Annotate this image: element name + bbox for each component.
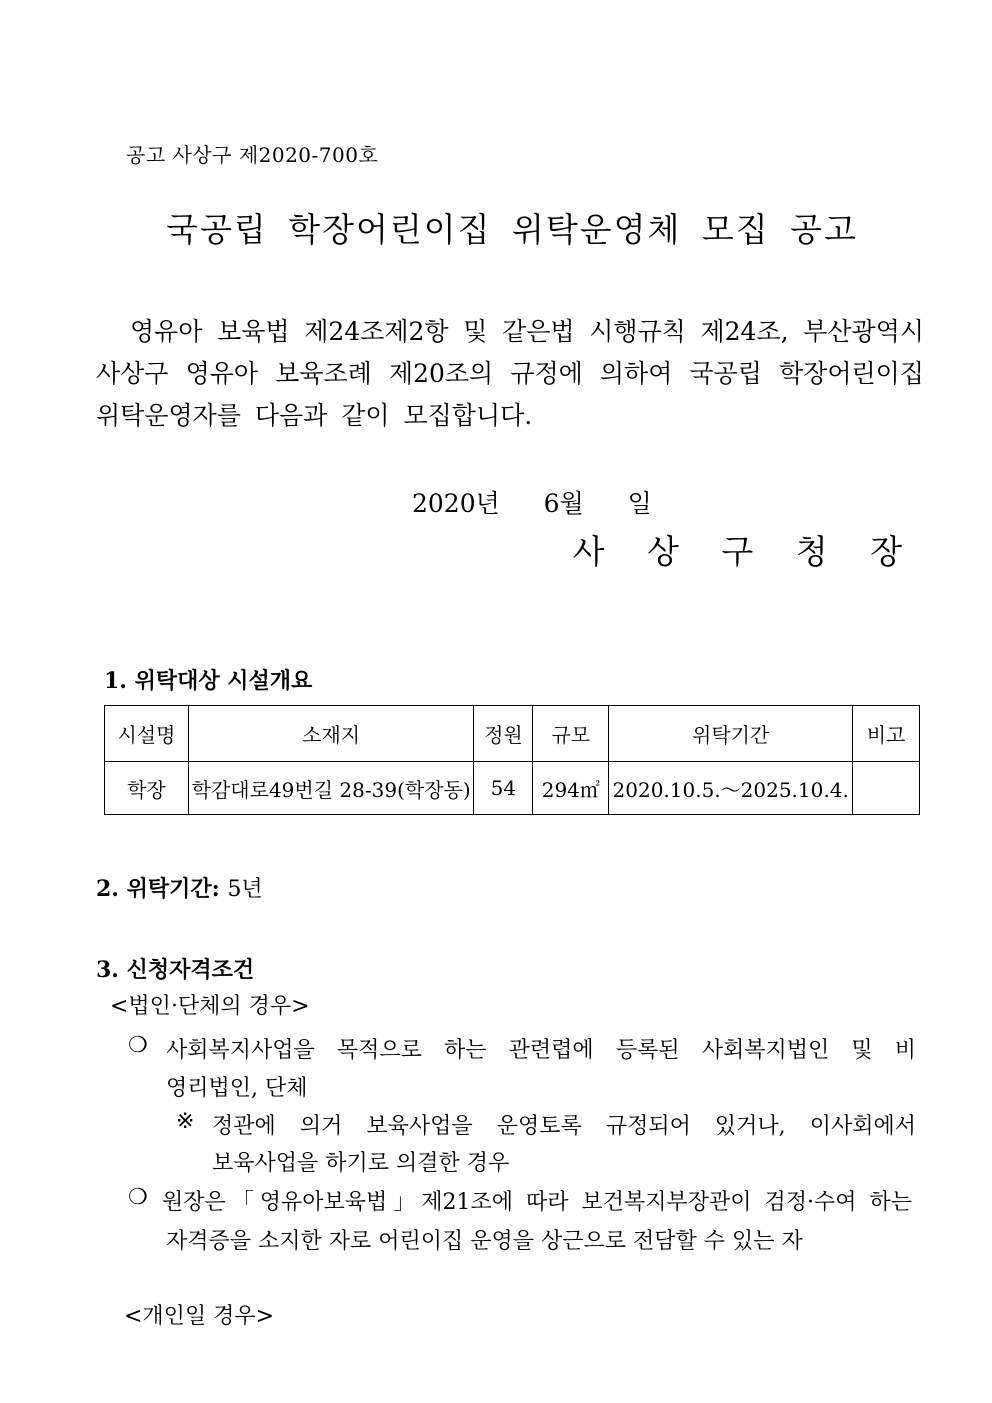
cell-remarks <box>853 762 920 815</box>
cell-facility-name: 학장 <box>105 762 189 815</box>
intro-line-3: 위탁운영자를 다음과 같이 모집합니다. <box>96 401 533 430</box>
note-item <box>128 1109 918 1189</box>
section-3-heading: 3. 신청자격조건 <box>96 957 255 983</box>
bullet-2-line-1: 원장은「영유아보육법」제21조에 따라 보건복지부장관이 검정·수여 하는 <box>162 1190 912 1215</box>
cell-capacity: 54 <box>474 762 533 815</box>
cell-location: 학감대로49번길 28-39(학장동) <box>188 762 474 815</box>
individual-label: <개인일 경우> <box>124 1304 275 1329</box>
corporate-label: <법인·단체의 경우> <box>110 994 310 1019</box>
header-period: 위탁기간 <box>609 706 853 762</box>
note-line-2: 보육사업을 하기로 의결한 경우 <box>212 1151 510 1176</box>
intro-line-1: 영유아 보육법 제24조제2항 및 같은법 시행규칙 제24조, 부산광역시 <box>130 317 924 346</box>
header-capacity: 정원 <box>474 706 533 762</box>
bullet-circle-icon: ❍ <box>128 1033 148 1058</box>
notice-number: 공고 사상구 제2020-700호 <box>126 143 379 167</box>
section-2-title: 2. 위탁기간: <box>96 876 220 902</box>
note-line-1: 정관에 의거 보육사업을 운영토록 규정되어 있거나, 이사회에서 <box>212 1114 916 1139</box>
bullet-1-line-2: 영리법인, 단체 <box>166 1076 308 1101</box>
bullet-item-2 <box>128 1185 918 1265</box>
cell-period: 2020.10.5.～2025.10.4. <box>609 762 853 815</box>
table-row <box>105 762 920 815</box>
bullet-1-line-1: 사회복지사업을 목적으로 하는 관련렵에 등록된 사회복지법인 및 비 <box>166 1038 916 1063</box>
intro-line-2: 사상구 영유아 보육조례 제20조의 규정에 의하여 국공립 학장어린이집 <box>96 359 924 388</box>
bullet-circle-icon: ❍ <box>128 1185 148 1210</box>
header-location: 소재지 <box>188 706 474 762</box>
section-1-heading: 1. 위탁대상 시설개요 <box>104 668 313 694</box>
section-2-heading <box>96 872 263 903</box>
notice-date: 2020년 6월 일 <box>412 489 652 518</box>
bullet-2-line-2: 자격증을 소지한 자로 어린이집 운영을 상근으로 전담할 수 있는 자 <box>166 1229 803 1254</box>
signatory: 사 상 구 청 장 <box>572 532 918 571</box>
reference-mark-icon: ※ <box>176 1109 195 1134</box>
header-facility-name: 시설명 <box>105 706 189 762</box>
table-header-row <box>105 706 920 762</box>
cell-size: 294㎡ <box>533 762 609 815</box>
header-remarks: 비고 <box>853 706 920 762</box>
bullet-item-1 <box>128 1033 918 1113</box>
section-2-value: 5년 <box>227 877 263 902</box>
facility-table <box>104 705 920 815</box>
document-title: 국공립 학장어린이집 위탁운영체 모집 공고 <box>166 210 858 249</box>
header-size: 규모 <box>533 706 609 762</box>
